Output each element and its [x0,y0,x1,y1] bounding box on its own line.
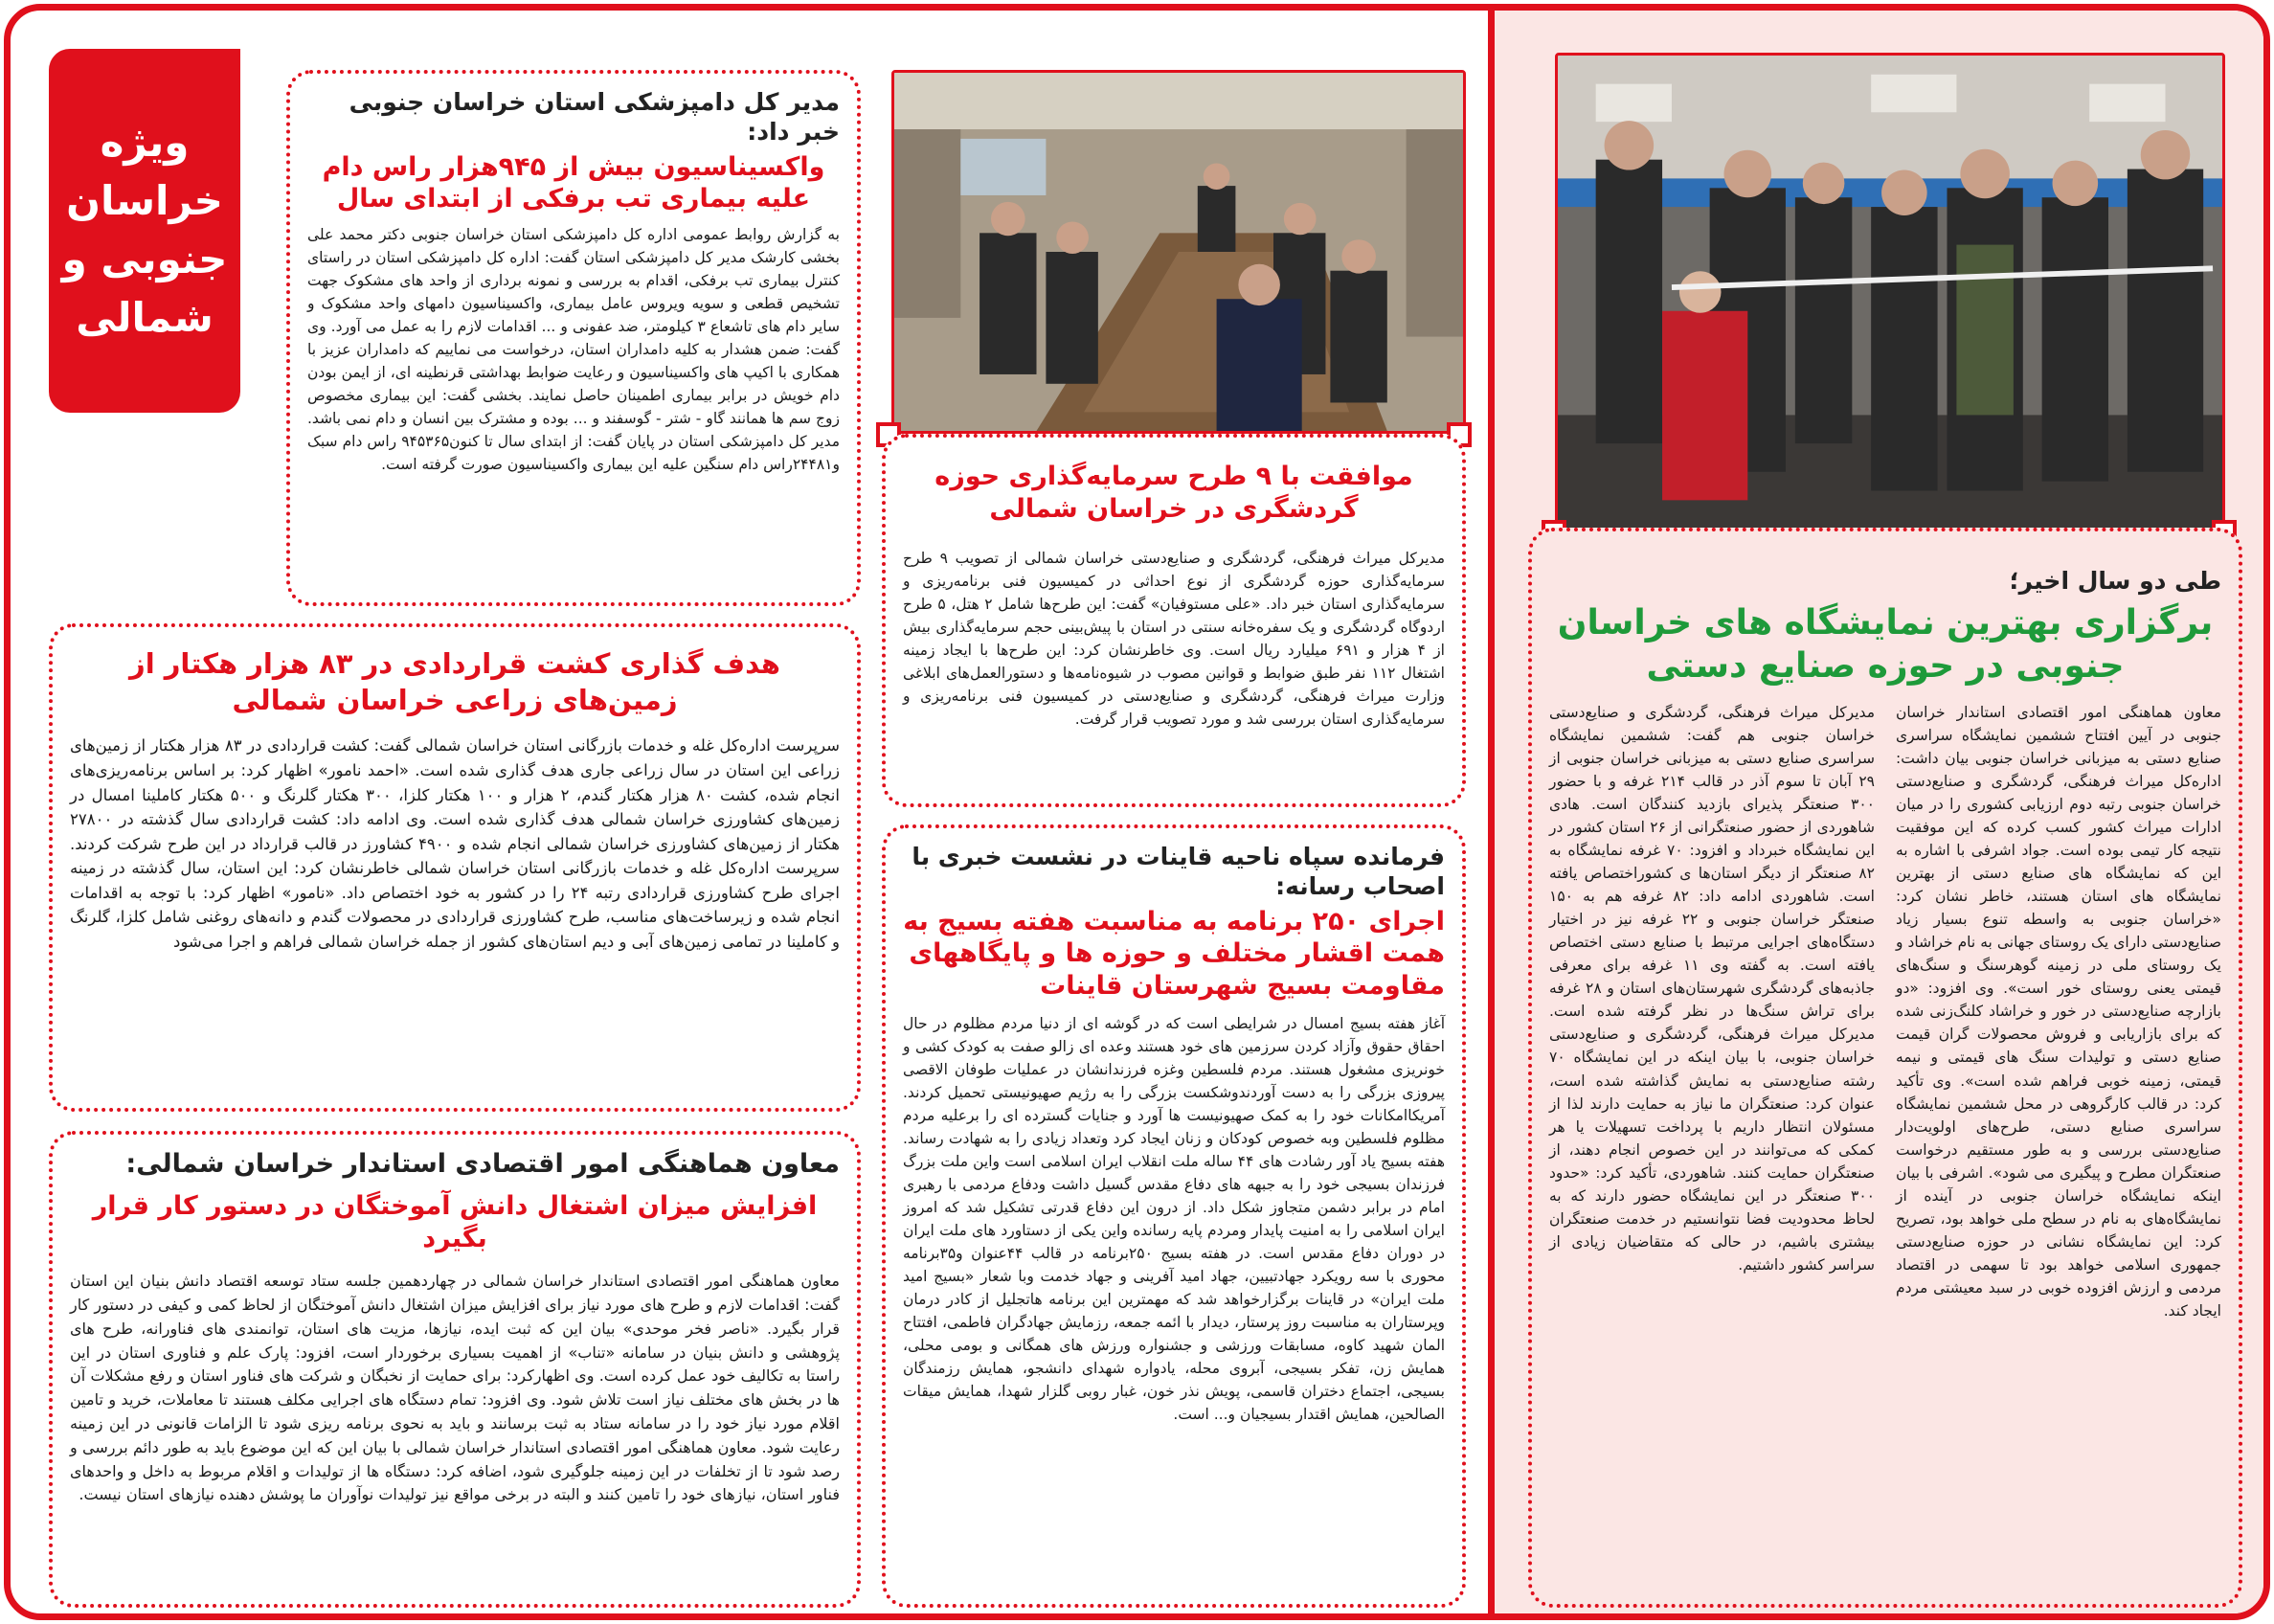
basij-headline: اجرای ۲۵۰ برنامه به مناسبت هفته بسیج به همت اقشار مختلف و حوزه ها و پایگاههای مقاومت بسیج شهرستان قاینات [903,906,1445,1001]
exhibition-ribbon-photo [1555,53,2225,531]
knowledge-kicker: معاون هماهنگی امور اقتصادی استاندار خراسان شمالی: [125,1149,840,1179]
vet-kicker: مدیر کل دامپزشکی استان خراسان جنوبی خبر داد: [349,88,840,147]
badge-line-3: جنوبی و [61,236,228,282]
special-section-badge [49,49,240,413]
basij-article [882,824,1466,1608]
knowledge-body: معاون هماهنگی امور اقتصادی استاندار خراسان شمالی در چهاردهمین جلسه ستاد توسعه اقتصاد دانش بنیان این استان گفت: اقدامات لازم و طرح های مورد نیاز برای افزایش میزان اشتغال دانش آموختگان از لحاظ کمی و کیفی در دستور کار قرار بگیرد. «ناصر فخر موحدی» بیان این که ثبت ایده، نیازها، مزیت های استان، توانمندی های فناورانه، طرح های پژوهشی و دانش بنیان در سامانه «تناب» از اهمیت بسیاری برخوردار است، افزود: پارک علم و فناوری استان در این راستا به تکالیف خود عمل کرده است. وی اظهارکرد: برای حمایت از نخبگان و شرکت های فناور استان و رفع مشکلات آن ها در بخش های مختلف نیاز است تلاش شود. وی افزود: تمام دستگاه های اجرایی مکلف هستند تا معاملات، خرید و تامین اقلام مورد نیاز خود را در سامانه ستاد به ثبت برسانند و باید به نحوی برنامه ریزی شود تا الزامات قانونی در این زمینه رعایت شود. معاون هماهنگی امور اقتصادی استاندار خراسان شمالی با بیان این که این موضوع باید به طور دائم بررسی و رصد شود تا از تخلفات در این زمینه جلوگیری شود، اضافه کرد: دستگاه ها از تولیدات و اقلام مربوط به داخل و واحدهای فناور استان، نیازهای خود را تامین کنند و البته در برخی مواقع نیز تولیدات نوآوران ما پوشش دهنده نیازهای استان نیست. [70,1272,840,1504]
exhibition-article [1528,528,2242,1608]
ribbon-cutting-image [1558,56,2222,529]
vet-article [286,70,861,606]
vet-body: به گزارش روابط عمومی اداره کل دامپزشکی استان خراسان جنوبی دکتر محمد علی بخشی کارشک مدیر کل دامپزشکی استان گفت: اداره کل دامپزشکی استان در راستای کنترل بیماری تب برفکی، اقدام به بررسی و نمونه برداری از واحد های مشکوک جهت تشخیص قطعی و سویه ویروس عامل بیماری، واکسیناسیون دامهای واحد مشکوک و سایر دام های تاشعاع ۳ کیلومتر، ضد عفونی و ... اقدامات لازم را به عمل می آورد. وی گفت: ضمن هشدار به کلیه دامداران استان، درخواست می نماییم که دامداران عزیز با همکاری با اکیپ های واکسیناسیون و رعایت ضوابط بهداشتی قرنطینه ای، از ایمن بودن دام خویش در برابر بیماری اطمینان حاصل نمایند. بخشی گفت: این بیماری مخصوص زوج سم ها همانند گاو - شتر - گوسفند و ... بوده و مشترک بین انسان و دام نمی باشد. مدیر کل دامپزشکی استان در پایان گفت: از ابتدای سال تا کنون۹۴۵۳۶۵ راس دام سبک و۲۴۴۸۱راس دام سنگین علیه این بیماری واکسیناسیون صورت گرفته است. [307,226,840,474]
newspaper-page [4,4,2270,1620]
meeting-room-image [894,73,1463,431]
exhibition-kicker: طی دو سال اخیر؛ [2009,567,2221,595]
badge-line-1: ویژه [100,119,190,167]
knowledge-headline: افزایش میزان اشتغال دانش آموختگان در دستور کار قرار بگیرد [92,1190,818,1253]
basij-kicker: فرمانده سپاه ناحیه قاینات در نشست خبری با اصحاب رسانه: [912,843,1445,901]
tourism-headline: موافقت با ۹ طرح سرمایه‌گذاری حوزه گردشگری در خراسان شمالی [934,462,1413,524]
tourism-article [882,434,1466,807]
basij-body: آغاز هفته بسیج امسال در شرایطی است که در گوشه ای از دنیا مردم مظلوم در حال احقاق حقوق وآزاد کردن سرزمین های خود هستند وعده ای زالو صفت به کودک کشی و خونریزی مشغول هستند. مردم فلسطین وغزه فرزندانشان در عملیات طوفان الاقصی پیروزی بزرگی را به دست آوردندوشکست بزرگی را به رژیم صهیونیستی تحمیل کردند. آمریکاامکانات خود را به کمک صهیونیست ها آورد و جنایات گسترده ای را برعلیه مردم مظلوم فلسطین وبه خصوص کودکان و زنان ایجاد کرد وتعداد زیادی را به شهادت رساند. هفته بسیج یاد آور رشادت های ۴۴ ساله ملت انقلاب ایران اسلامی است واین ملت بزرگ فرزندان بسیجی خود را به جبهه های دفاع مقدس گسیل داشت ودفاع مردمی با رهبری امام در برابر دشمن متجاوز شکل داد. از درون این دفاع قدرتی تشکیل شد که امروز ایران اسلامی را به امنیت پایدار ومردم پایه رسانده واین یکی از دستاورد های ملت ایران در دوران دفاع مقدس است. در هفته بسیج ۲۵۰برنامه در قالب ۴۴عنوان و۳۵برنامه محوری با سه رویکرد جهادتبیین، جهاد امید آفرینی و جهاد خدمت وبا شعار «بسیج امید ملت ایران» در قاینات برگزارخواهد شد که مهمترین این برنامه هاتجلیل از کادر درمان وپرستاران به مناسبت روز پرستار، دیدار با ائمه جمعه، رزمایش جهادگران فاطمی، افتتاح المان شهید کاوه، مسابقات ورزشی و جشنواره ورزش های همگانی و بومی محلی، همایش زن، تفکر بسیجی، آبروی محله، یادواره شهدای دانشجو، همایش رزمندگان بسیجی، اجتماع دختران قاسمی، پویش نذر خون، غبار روبی گلزار شهدا، همایش میقات الصالحین، همایش اقتدار بسیجیان و... است. [903,1014,1445,1424]
exhibition-body-col2: مدیرکل میراث فرهنگی، گردشگری و صنایع‌دستی خراسان جنوبی هم گفت: ششمین نمایشگاه سراسری صنایع دستی به میزبانی خراسان جنوبی از ۲۹ آبان تا سوم آذر در قالب ۲۱۴ غرفه و با حضور ۳۰۰ صنعتگر پذیرای بازدید کنندگان است. هادی شاهوردی از حضور صنعتگرانی از ۲۶ استان کشور در این نمایشگاه خبرداد و افزود: ۷۰ غرفه نمایشگاه به ۸۲ صنعتگر از دیگر استان‌ها ی کشوراختصاص یافته است. شاهوردی ادامه داد: ۸۲ غرفه هم به ۱۵۰ صنعتگر خراسان جنوبی و ۲۲ غرفه نیز در اختیار دستگاه‌های اجرایی مرتبط با صنایع دستی اختصاص یافته است. به گفته وی ۱۱ غرفه برای معرفی جاذبه‌های گردشگری شهرستان‌های استان و ۲۸ غرفه برای تراش سنگ‌ها در نظر گرفته شده است. مدیرکل میراث فرهنگی، گردشگری و صنایع‌دستی خراسان جنوبی، با بیان اینکه در این نمایشگاه ۷۰ رشته صنایع‌دستی به نمایش گذاشته شده است، عنوان کرد: صنعتگران ما نیاز به حمایت دارند لذا از مسئولان انتظار داریم با پرداخت تسهیلات یا هر کمکی که می‌توانند در این خصوص انجام دهند، از صنعتگران حمایت کنند. شاهوردی، تأکید کرد: «حدود ۳۰۰ صنعتگر در این نمایشگاه حضور دارند که به لحاظ محدودیت فضا نتوانستیم در خدمت صنعتگران بیشتری باشیم، در حالی که متقاضیان زیادی از سراسر کشور داشتیم. [1549,704,1876,1274]
vet-headline: واکسیناسیون بیش از ۹۴۵هزار راس دام علیه بیماری تب برفکی از ابتدای سال [322,151,825,214]
exhibition-body [1549,701,2221,1321]
exhibition-headline: برگزاری بهترین نمایشگاه های خراسان جنوبی در حوزه صنایع دستی [1557,603,2214,687]
tourism-meeting-photo [891,70,1466,434]
cultivation-headline: هدف گذاری کشت قراردادی در ۸۳ هزار هکتار از زمین‌های زراعی خراسان شمالی [129,647,780,716]
cultivation-article [49,623,861,1112]
exhibition-column [1488,11,2263,1613]
tourism-body: مدیرکل میراث فرهنگی، گردشگری و صنایع‌دستی خراسان شمالی از تصویب ۹ طرح سرمایه‌گذاری حوزه گردشگری از نوع احداثی در کمیسیون فنی برنامه‌ریزی و سرمایه‌گذاری استان خبر داد. «علی مستوفیان» گفت: این طرح‌ها شامل ۲ هتل، ۵ طرح اردوگاه گردشگری و یک سفره‌خانه سنتی در استان با پیش‌بینی حجم سرمایه‌گذاری بیش از ۴ هزار و ۶۹۱ میلیارد ریال است. وی خاطرنشان کرد: این طرح‌ها با ایجاد زمینه اشتغال ۱۱۲ نفر طبق ضوابط و قوانین مصوب در شیوه‌نامه‌ها و دستورالعمل‌های ابلاغی وزارت میراث فرهنگی، گردشگری و صنایع‌دستی در کمیسیون فنی برنامه‌ریزی و سرمایه‌گذاری استان بررسی شد و مورد تصویب قرار گرفت. [903,549,1446,728]
cultivation-body: سرپرست اداره‌کل غله و خدمات بازرگانی استان خراسان شمالی گفت: کشت قراردادی در ۸۳ هزار هکتار از زمین‌های زراعی این استان در سال زراعی جاری هدف گذاری شده است. «احمد نامور» اظهار کرد: بر اساس برنامه‌ریزی‌های انجام شده، کشت ۸۰ هزار هکتار گندم، ۲ هزار و ۱۰۰ هکتار کلزا، ۳۰۰ هکتار گلرنگ و ۵۰۰ هکتار کاملینا امسال در زمین‌های کشاورزی خراسان شمالی هدف گذاری شده است. وی ادامه داد: کشت قراردادی سال گذشته در ۲۷۸۰۰ هکتار از زمین‌های کشاورزی خراسان شمالی انجام شده و ۴۹۰۰ کشاورز در قالب قرارداد در این طرح شرکت کردند. سرپرست اداره‌کل غله و خدمات بازرگانی استان خراسان شمالی خاطرنشان کرد: این استان، سال گذشته در زمینه اجرای طرح کشاورزی قراردادی رتبه ۲۴ را در کشور به خود اختصاص داد. «نامور» اظهار کرد: با توجه به اقدامات انجام شده و زیرساخت‌های مناسب، طرح کشاورزی قراردادی در محصولات گندم و دانه‌های روغنی شامل کلزا، گلرنگ و کاملینا در تمامی زمین‌های آبی و دیم استان‌های کشور از جمله خراسان شمالی فراهم و اجرا می‌شود [70,736,840,951]
exhibition-body-col1: معاون هماهنگی امور اقتصادی استاندار خراسان جنوبی در آیین افتتاح ششمین نمایشگاه سراسری صنایع دستی به میزبانی خراسان جنوبی بیان داشت: اداره‌کل میراث فرهنگی، گردشگری و صنایع‌دستی خراسان جنوبی رتبه دوم ارزیابی کشوری را در میان ادارات میراث کشور کسب کرده که این موفقیت نتیجه کار تیمی بوده است. جواد اشرفی با اشاره به این که نمایشگاه های صنایع دستی از بهترین نمایشگاه های استان هستند، خاطر نشان کرد: «خراسان جنوبی به واسطه تنوع بسیار زیاد صنایع‌دستی دارای یک روستای جهانی به نام خراشاد و یک روستای ملی در زمینه گوهرسنگ و سنگ‌های قیمتی یعنی روستای خور است». وی افزود: «دو بازارچه صنایع‌دستی در خور و خراشاد کلنگ‌زنی شده که برای بازاریابی و فروش محصولات گران قیمت صنایع دستی و تولیدات سنگ های قیمتی و نیمه قیمتی، زمینه خوبی فراهم شده است». وی تأکید کرد: در قالب کارگروهی در محل ششمین نمایشگاه سراسری صنایع دستی، طرح‌های اولویت‌دار صنایع‌دستی بررسی و به طور مستقیم درخواست صنعتگران مطرح و پیگیری می شود». اشرفی با بیان اینکه نمایشگاه خراسان جنوبی در آینده از نمایشگاه‌های به نام در سطح ملی خواهد بود، تصریح کرد: این نمایشگاه نشانی در حوزه صنایع‌دستی جمهوری اسلامی خواهد بود تا سهمی در اقتصاد مردمی و ارزش افزوده خوبی در سبد معیشتی مردم ایجاد کند. [1896,704,2221,1320]
badge-line-4: شمالی [76,293,214,341]
badge-line-2: خراسان [66,177,223,225]
knowledge-article [49,1131,861,1608]
